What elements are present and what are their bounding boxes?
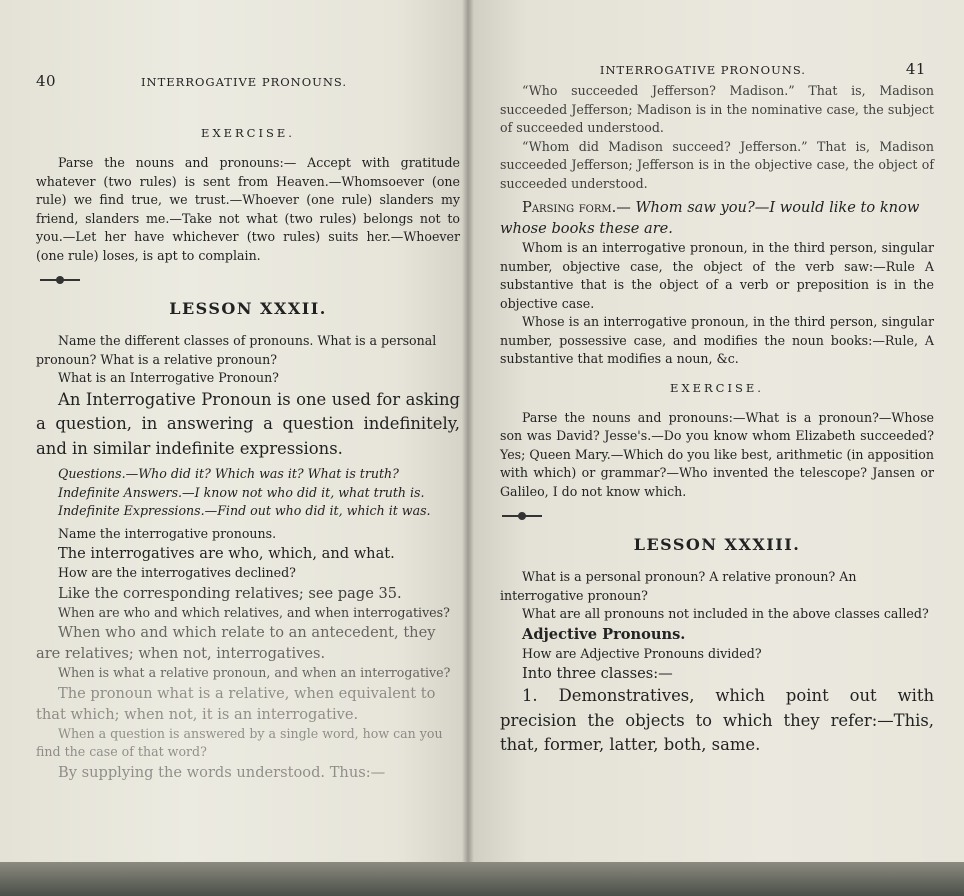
lesson-32-q6: When is what a relative pronoun, and when an interrogative? xyxy=(58,665,451,680)
lesson-32-q5: When are who and which relatives, and when interrogatives? xyxy=(58,604,450,620)
lesson-32-q1: Name the different classes of pronouns. What is a personal pronoun? What is a relative pronoun? xyxy=(36,333,437,367)
left-page-number: 40 xyxy=(36,72,57,90)
lesson-32-q7: When a question is answered by a single word, how can you find the case of that word? xyxy=(36,725,443,759)
lesson-32-a5: When who and which relate to an antecedent, they are relatives; when not, interrogatives. xyxy=(36,624,436,662)
parsing-form xyxy=(500,197,934,239)
left-exercise-heading: EXERCISE. xyxy=(201,126,295,140)
lesson-32-q3: Name the interrogative pronouns. xyxy=(58,525,277,541)
lesson-32-a7: By supplying the words understood. Thus:— xyxy=(58,763,386,781)
lesson-32-a3: The interrogatives are who, which, and what. xyxy=(58,545,395,562)
lesson-32-ex-answers: Indefinite Answers.—I know not who did it, what truth is. xyxy=(58,484,425,500)
right-exercise-heading: EXERCISE. xyxy=(670,380,764,395)
lesson-32-a2: An Interrogative Pronoun is one used for asking a question, in answering a question indefinitely, and in similar indefinite expressions. xyxy=(36,389,460,458)
right-running-head xyxy=(500,60,926,78)
lesson-32-a4: Like the corresponding relatives; see page 35. xyxy=(58,584,402,602)
right-page-number: 41 xyxy=(905,60,926,78)
lesson-33-q1: What is a personal pronoun? A relative pronoun? An interrogative pronoun? xyxy=(500,569,857,603)
right-page xyxy=(468,0,964,870)
book-bottom-edge xyxy=(0,862,964,896)
right-running-title: INTERROGATIVE PRONOUNS. xyxy=(599,63,806,77)
lesson-32-ex-questions: Questions.—Who did it? Which was it? What is truth? xyxy=(58,466,399,481)
parsing-form-label: Parsing form.— xyxy=(522,199,631,216)
right-para-jefferson-2: “Whom did Madison succeed? Jefferson.” That is, Madison succeeded Jefferson; Jefferson is in the objective case, the object of succeeded understood. xyxy=(500,138,934,191)
parsing-form-text: Whom saw you?—I would like to know whose books these are. xyxy=(500,199,920,237)
lesson-32-q2: What is an Interrogative Pronoun? xyxy=(58,370,279,385)
lesson-32-q4: How are the interrogatives declined? xyxy=(58,565,296,580)
left-running-title: INTERROGATIVE PRONOUNS. xyxy=(141,75,348,89)
right-exercise-text: Parse the nouns and pronouns:—What is a pronoun?—Whose son was David? Jesse's.—Do you know whom Elizabeth succeeded? Yes; Queen Mary.—Which do you like best, arithmetic (in apposition with which) or grammar?—Who invented the telescope? Jansen or Galileo, I do not know which. xyxy=(500,409,935,499)
whose-parsing-para: Whose is an interrogative pronoun, in the third person, singular number, possessive case, and modifies the noun books:—Rule, A substantive that modifies a noun, &c. xyxy=(500,314,934,366)
left-running-head xyxy=(36,72,432,90)
lesson-32-heading: LESSON XXXII. xyxy=(169,299,327,318)
ornament-divider-right xyxy=(502,511,936,521)
lesson-33-q3: How are Adjective Pronouns divided? xyxy=(522,645,762,661)
lesson-32-ex-expressions: Indefinite Expressions.—Find out who did it, which it was. xyxy=(58,503,431,518)
right-para-jefferson-1: “Who succeeded Jefferson? Madison.” That is, Madison succeeded Jefferson; Madison is in the nominative case, the subject of succeeded understood. xyxy=(500,83,934,135)
whom-parsing-para: Whom is an interrogative pronoun, in the third person, singular number, objective case, the object of the verb saw:—Rule A substantive that is the object of a verb or preposition is in the objective case. xyxy=(500,240,934,311)
lesson-32-a6: The pronoun what is a relative, when equivalent to that which; when not, it is an interrogative. xyxy=(36,684,436,723)
lesson-33-a3: Into three classes:— xyxy=(522,665,673,682)
left-exercise-text: Parse the nouns and pronouns:— Accept with gratitude whatever (two rules) is sent from Heaven.—Whomsoever (one rule) we find true, we trust.—Whoever (one rule) slanders my friend, slanders me.—Take not what (two rules) belongs not to you.—Let her have whichever (two rules) suits her.—Whoever (one rule) loses, is apt to complain. xyxy=(36,155,460,263)
lesson-33-a2: Adjective Pronouns. xyxy=(522,625,686,643)
lesson-33-q2: What are all pronouns not included in the above classes called? xyxy=(522,606,929,621)
lesson-33-heading: LESSON XXXIII. xyxy=(633,535,801,554)
left-page xyxy=(0,0,468,870)
lesson-33-item-1: 1. Demonstratives, which point out with precision the objects to which they refer:—This, that, former, latter, both, same. xyxy=(500,686,934,754)
book-gutter xyxy=(462,0,474,870)
ornament-divider-left xyxy=(40,275,464,285)
